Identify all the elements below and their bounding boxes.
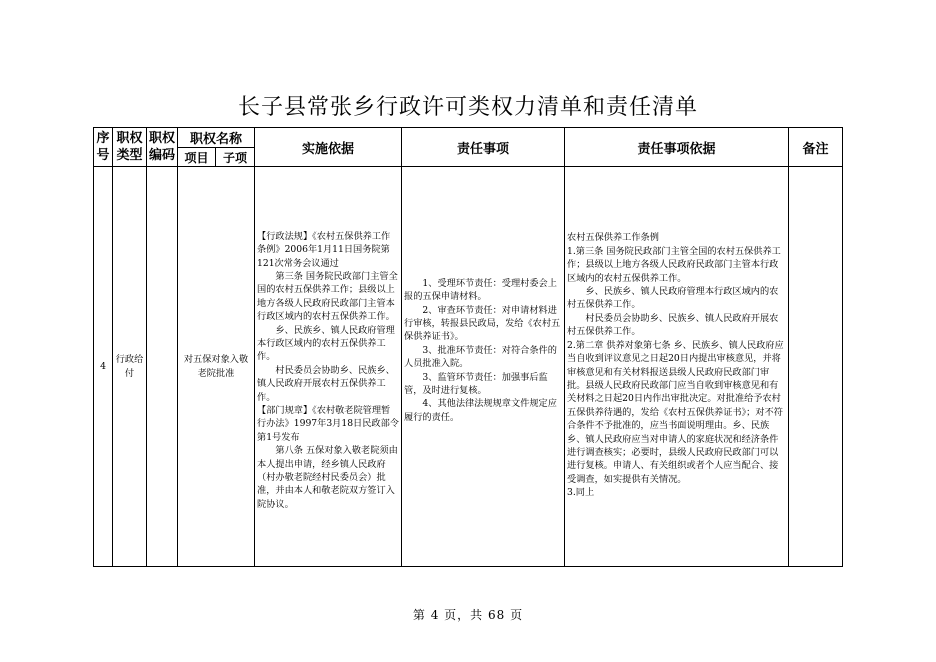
duty-para: 1、受理环节责任：受理村委会上报的五保申请材料。 bbox=[404, 277, 557, 303]
row-duty-basis bbox=[565, 167, 789, 567]
basis-para: 第三条 国务院民政部门主管全国的农村五保供养工作；县级以上地方各级人民政府民政部门主管本行政区域内的农村五保供养工作。 bbox=[257, 270, 398, 323]
header-type: 职权类型 bbox=[113, 128, 147, 167]
duty-para: 3、监管环节责任：加强事后监管，及时进行复核。 bbox=[404, 371, 548, 397]
row-remark bbox=[789, 167, 843, 567]
table-row bbox=[94, 167, 843, 567]
header-duty-basis: 责任事项依据 bbox=[565, 128, 789, 167]
duty-para: 2、审查环节责任：对申请材料进行审核，转报县民政局，发给《农村五保供养证书》。 bbox=[404, 304, 561, 343]
page-footer: 第 4 页，共 68 页 bbox=[412, 608, 524, 622]
row-duties bbox=[402, 167, 565, 567]
row-code bbox=[147, 167, 178, 567]
header-name-group: 职权名称 bbox=[178, 128, 255, 148]
basis-para: 【部门规章】《农村敬老院管理暂行办法》1997年3月18日民政部令第1号发布 bbox=[257, 405, 399, 443]
duty-basis-para: 3.同上 bbox=[567, 487, 595, 499]
header-basis: 实施依据 bbox=[255, 128, 402, 167]
basis-para: 乡、民族乡、镇人民政府管理本行政区域内的农村五保供养工作。 bbox=[257, 324, 395, 363]
duty-basis-para: 村民委员会协助乡、民族乡、镇人民政府开展农村五保供养工作。 bbox=[567, 312, 779, 338]
header-remark: 备注 bbox=[789, 128, 843, 167]
duty-basis-para: 农村五保供养工作条例 bbox=[567, 232, 659, 244]
power-list-table bbox=[93, 127, 843, 567]
duty-basis-para: 1.第三条 国务院民政部门主管全国的农村五保供养工作；县级以上地方各级人民政府民政部门主管本行政区域内的农村五保供养工作。 bbox=[567, 245, 781, 284]
duty-para: 4、其他法律法规规章文件规定应履行的责任。 bbox=[404, 398, 557, 423]
page-title: 长子县常张乡行政许可类权力清单和责任清单 bbox=[237, 95, 698, 120]
row-seq: 4 bbox=[94, 167, 113, 567]
header-subitem: 子项 bbox=[216, 148, 255, 167]
header-row-1 bbox=[94, 128, 843, 148]
row-basis bbox=[255, 167, 402, 567]
header-code: 职权编码 bbox=[147, 128, 178, 167]
header-duties: 责任事项 bbox=[402, 128, 565, 167]
header-item: 项目 bbox=[178, 148, 216, 167]
row-subitem: 对五保对象入敬老院批准 bbox=[178, 167, 255, 567]
duty-para: 3、批准环节责任：对符合条件的人员批准入院。 bbox=[404, 344, 557, 370]
basis-para: 村民委员会协助乡、民族乡、镇人民政府开展农村五保供养工作。 bbox=[257, 364, 395, 403]
duty-basis-para: 乡、民族乡、镇人民政府管理本行政区域内的农村五保供养工作。 bbox=[567, 286, 779, 311]
basis-para: 第八条 五保对象入敬老院须由本人提出申请，经乡镇人民政府（村办敬老院经村民委员会）批准，并由本人和敬老院双方签订入院协议。 bbox=[257, 445, 398, 510]
row-type: 行政给付 bbox=[113, 167, 147, 567]
duty-basis-para: 2.第二章 供养对象第七条 乡、民族乡、镇人民政府应当自收到评议意见之日起20日内提出审核意见，并将审核意见和有关材料报送县级人民政府民政部门审批。县级人民政府民政部门应当自收到审核意见和有关材料之日起20日内作出审批决定。对批准给予农村五保供养待遇的，发给《农村五保供养证书》；对不符合条件不予批准的，应当书面说明理由。乡、民族乡、镇人民政府应当对申请人的家庭状况和经济条件进行调查核实；必要时，县级人民政府民政部门可以进行复核。申请人、有关组织或者个人应当配合、接受调查，如实提供有关情况。 bbox=[567, 339, 784, 485]
basis-para: 【行政法规】《农村五保供养工作条例》2006年1月11日国务院第121次常务会议通过 bbox=[257, 230, 391, 269]
header-seq: 序号 bbox=[94, 128, 113, 167]
